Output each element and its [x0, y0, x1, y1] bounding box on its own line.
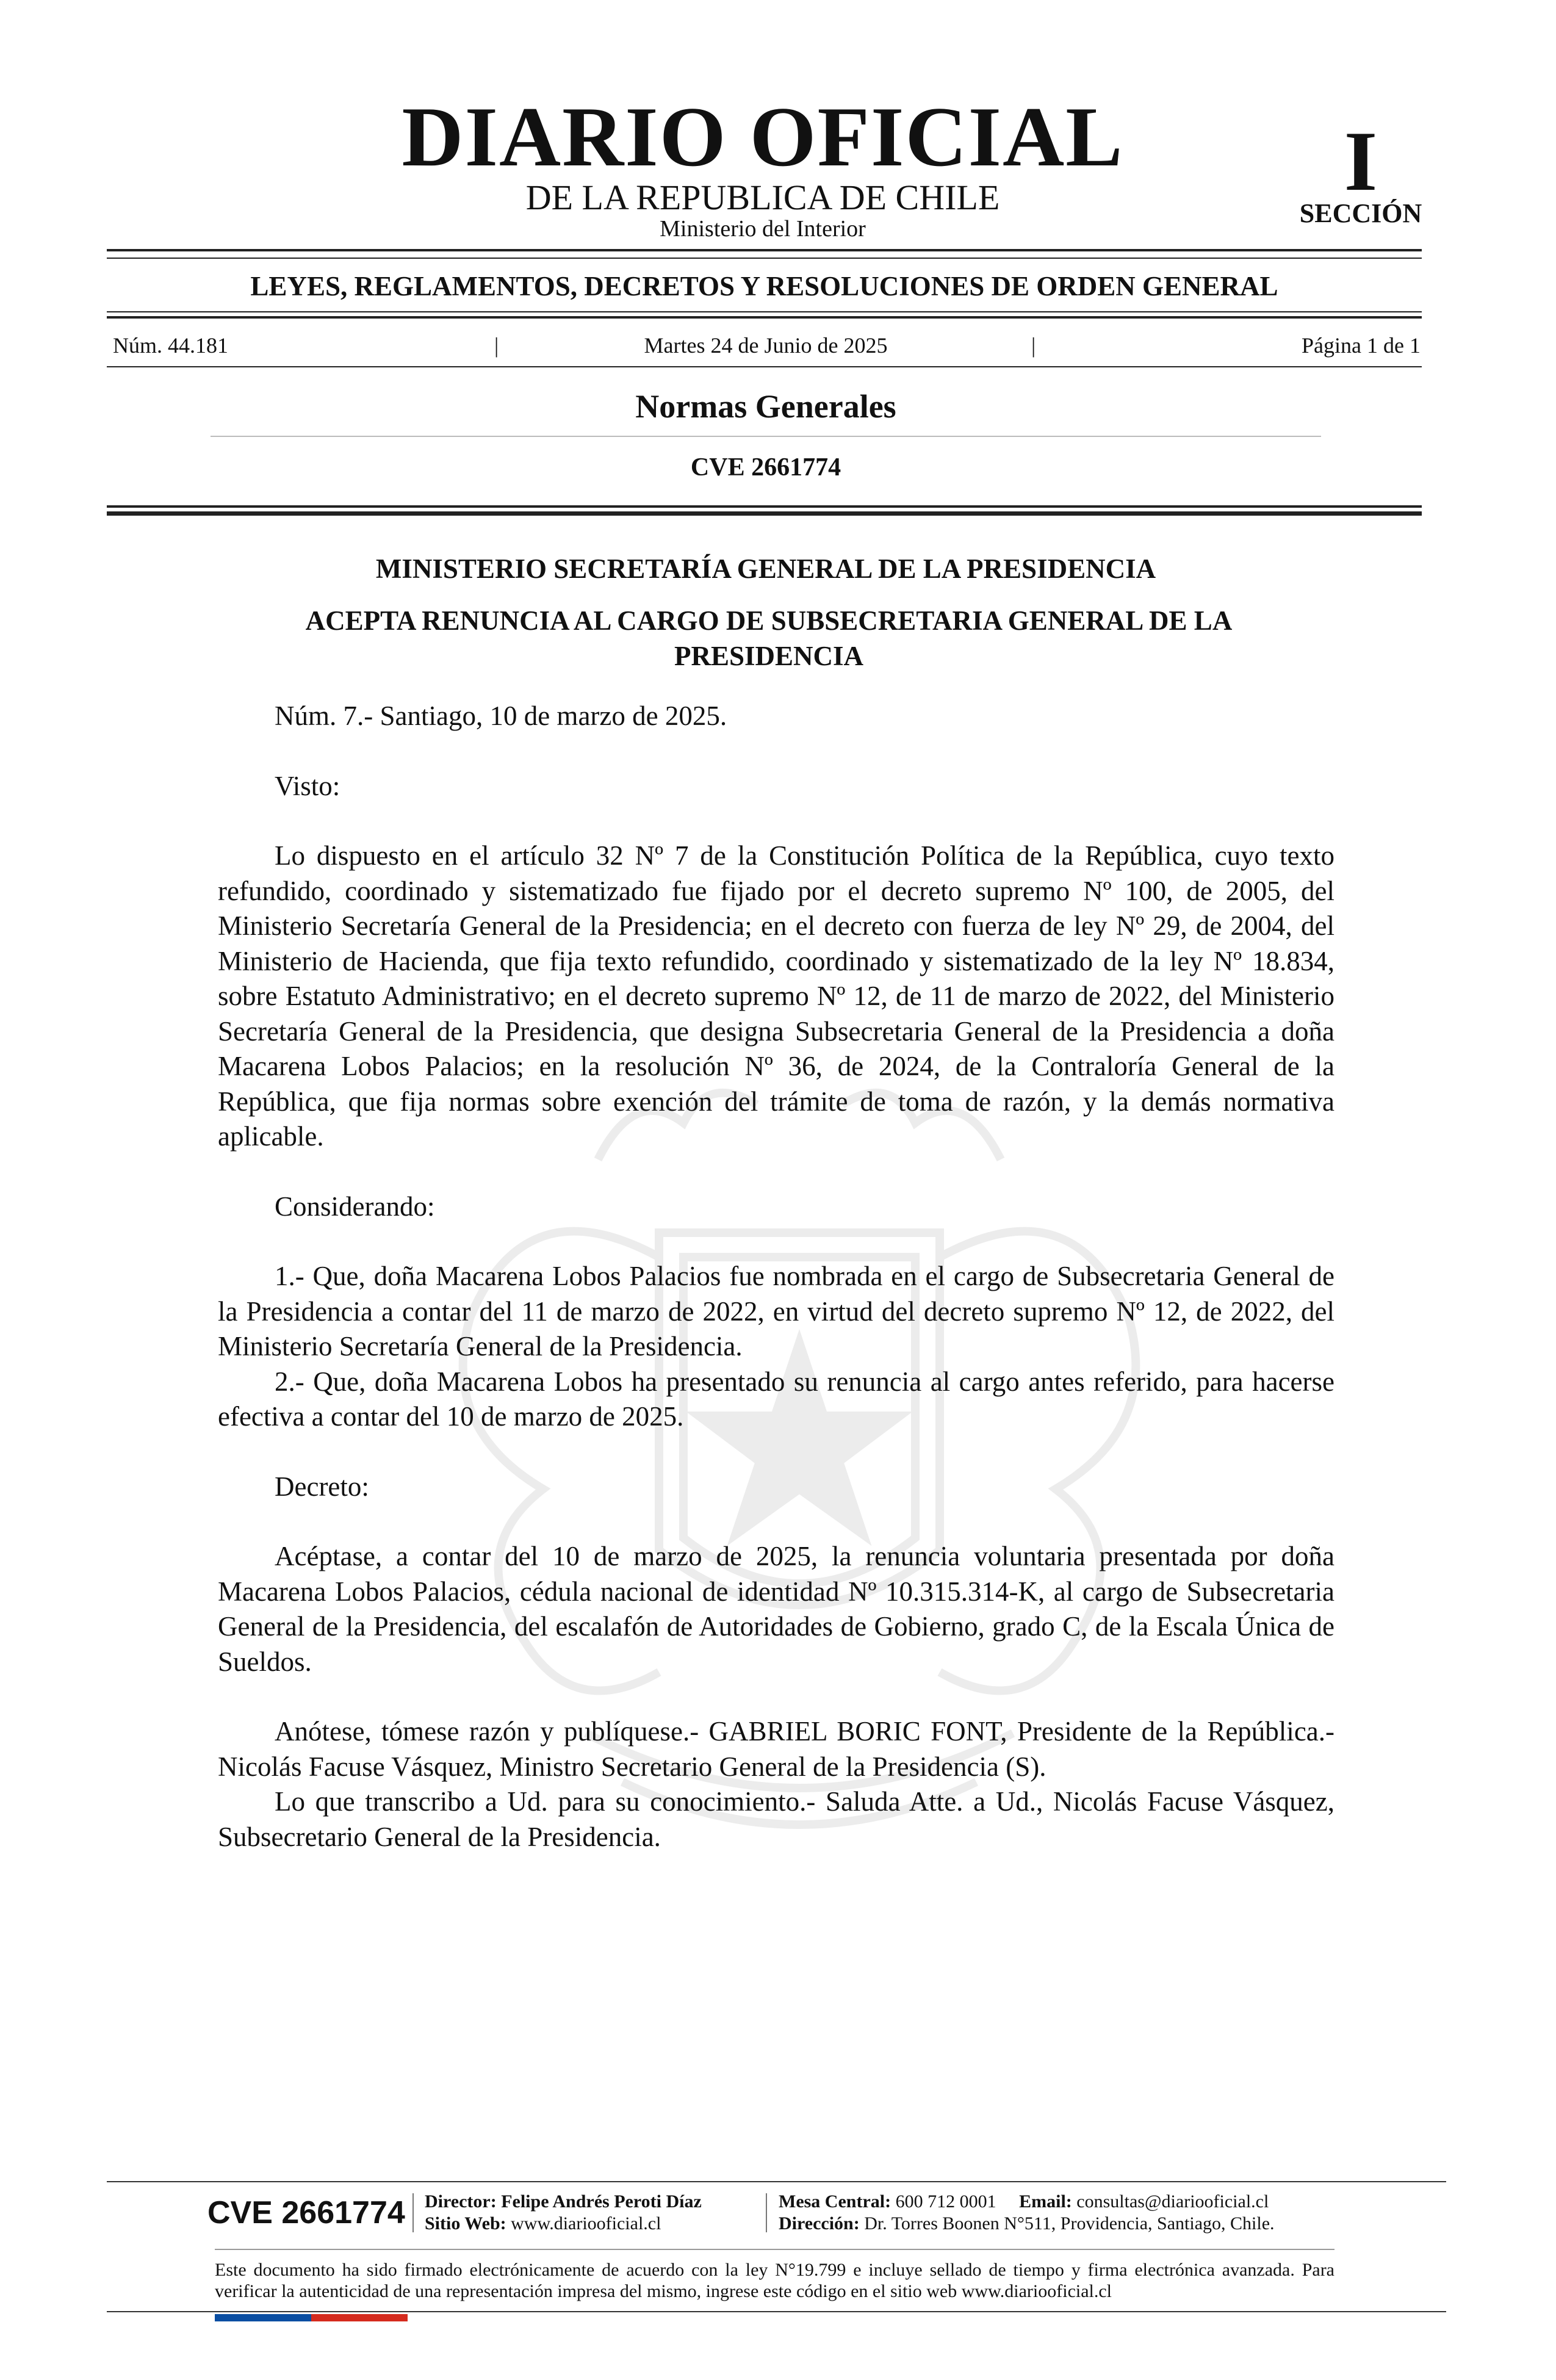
norms-rule	[211, 436, 1321, 437]
issue-separator: |	[1031, 333, 1036, 358]
director-name: Felipe Andrés Peroti Díaz	[501, 2191, 702, 2212]
cve-code: CVE 2661774	[690, 453, 841, 481]
considerando-label: Considerando:	[275, 1191, 435, 1222]
header-bottom-rule	[107, 505, 1422, 508]
masthead-title: DIARIO OFICIAL	[402, 90, 1124, 184]
footer-contact	[779, 2191, 1269, 2213]
footer-rule-bottom	[107, 2311, 1446, 2312]
category-rule	[107, 316, 1422, 319]
mesa-phone: 600 712 0001	[895, 2191, 996, 2212]
anotese-paragraph: Anótese, tómese razón y publíquese.- GABRIEL BORIC FONT, Presidente de la República.- Nicolás Facuse Vásquez, Ministro Secretario General de la Presidencia (S).	[218, 1716, 1334, 1782]
decree-number-line: Núm. 7.- Santiago, 10 de marzo de 2025.	[275, 701, 727, 731]
director-label: Director:	[425, 2191, 497, 2212]
header-bottom-rule-thick	[107, 511, 1422, 516]
category-rule-thin	[107, 311, 1422, 312]
masthead-ministry: Ministerio del Interior	[660, 216, 866, 242]
footer-rule	[107, 2181, 1446, 2182]
page-indicator: Página 1 de 1	[1302, 333, 1421, 358]
ministry-heading: MINISTERIO SECRETARÍA GENERAL DE LA PRESIDENCIA	[375, 554, 1156, 584]
footer-divider	[766, 2193, 767, 2232]
address-label: Dirección:	[779, 2213, 860, 2234]
considerando-item-1: 1.- Que, doña Macarena Lobos Palacios fue nombrada en el cargo de Subsecretaria General de la Presidencia a contar del 11 de marzo de 2022, en virtud del decreto supremo Nº 12, de 2022, del Ministerio Secretaría General de la Presidencia.	[218, 1261, 1334, 1361]
flag-stripe-red	[311, 2314, 408, 2321]
masthead-rule	[107, 249, 1422, 251]
website-link[interactable]: www.diariooficial.cl	[511, 2213, 661, 2234]
decreto-label: Decreto:	[275, 1471, 369, 1502]
email-link[interactable]: consultas@diariooficial.cl	[1076, 2191, 1269, 2212]
masthead-subtitle: DE LA REPUBLICA DE CHILE	[525, 178, 1000, 217]
issue-rule	[107, 366, 1422, 367]
visto-label: Visto:	[275, 770, 340, 801]
footer-cve-code: CVE 2661774	[207, 2195, 405, 2230]
decree-title: ACEPTA RENUNCIA AL CARGO DE SUBSECRETARIA GENERAL DE LA PRESIDENCIA	[305, 605, 1233, 671]
footer-director	[425, 2191, 702, 2213]
visto-paragraph: Lo dispuesto en el artículo 32 Nº 7 de la Constitución Política de la República, cuyo texto refundido, coordinado y sistematizado fue fijado por el decreto supremo Nº 100, de 2005, del Ministerio Secretaría General de la Presidencia; en el decreto con fuerza de ley Nº 29, de 2004, del Ministerio de Hacienda, que fija texto refundido, coordinado y sistematizado de la ley Nº 18.834, sobre Estatuto Administrativo; en el decreto supremo Nº 12, de 11 de marzo de 2022, del Ministerio Secretaría General de la Presidencia, que designa Subsecretaria General de la Presidencia a doña Macarena Lobos Palacios; en la resolución Nº 36, de 2024, de la Contraloría General de la República, que fija normas sobre exención del trámite de toma de razón, y la demás normativa aplicable.	[218, 840, 1334, 1152]
norms-title: Normas Generales	[635, 388, 896, 425]
category-heading: LEYES, REGLAMENTOS, DECRETOS Y RESOLUCIONES DE ORDEN GENERAL	[250, 271, 1278, 301]
footer-legal-notice: Este documento ha sido firmado electrónicamente de acuerdo con la ley N°19.799 e incluye sellado de tiempo y firma electrónica avanzada. Para verificar la autenticidad de una representación impresa del mismo, ingrese este código en el sitio web www.diariooficial.cl	[215, 2260, 1334, 2301]
website-label: Sitio Web:	[425, 2213, 506, 2234]
decreto-paragraph: Acéptase, a contar del 10 de marzo de 2025, la renuncia voluntaria presentada por doña Macarena Lobos Palacios, cédula nacional de identidad Nº 10.315.314-K, al cargo de Subsecretaria General de la Presidencia, del escalafón de Autoridades de Gobierno, grado C, de la Escala Única de Sueldos.	[218, 1541, 1334, 1677]
section-number: I	[1344, 114, 1378, 209]
issue-number: Núm. 44.181	[113, 333, 228, 358]
considerando-item-2: 2.- Que, doña Macarena Lobos ha presentado su renuncia al cargo antes referido, para hacerse efectiva a contar del 10 de marzo de 2025.	[218, 1366, 1334, 1432]
address-value: Dr. Torres Boonen N°511, Providencia, Santiago, Chile.	[864, 2213, 1275, 2234]
footer-website	[425, 2213, 661, 2235]
email-label: Email:	[1019, 2191, 1072, 2212]
issue-date: Martes 24 de Junio de 2025	[644, 333, 888, 358]
mesa-label: Mesa Central:	[779, 2191, 891, 2212]
transcribo-paragraph: Lo que transcribo a Ud. para su conocimiento.- Saluda Atte. a Ud., Nicolás Facuse Vásquez, Subsecretario General de la Presidencia.	[218, 1786, 1334, 1852]
issue-separator: |	[494, 333, 499, 358]
footer-address	[779, 2213, 1275, 2235]
document-body	[218, 699, 1334, 1855]
section-label: SECCIÓN	[1299, 198, 1422, 228]
footer-rule-thin	[215, 2249, 1334, 2250]
masthead-rule-thin	[107, 258, 1422, 259]
footer-divider	[412, 2193, 414, 2232]
flag-stripe-blue	[215, 2314, 311, 2321]
